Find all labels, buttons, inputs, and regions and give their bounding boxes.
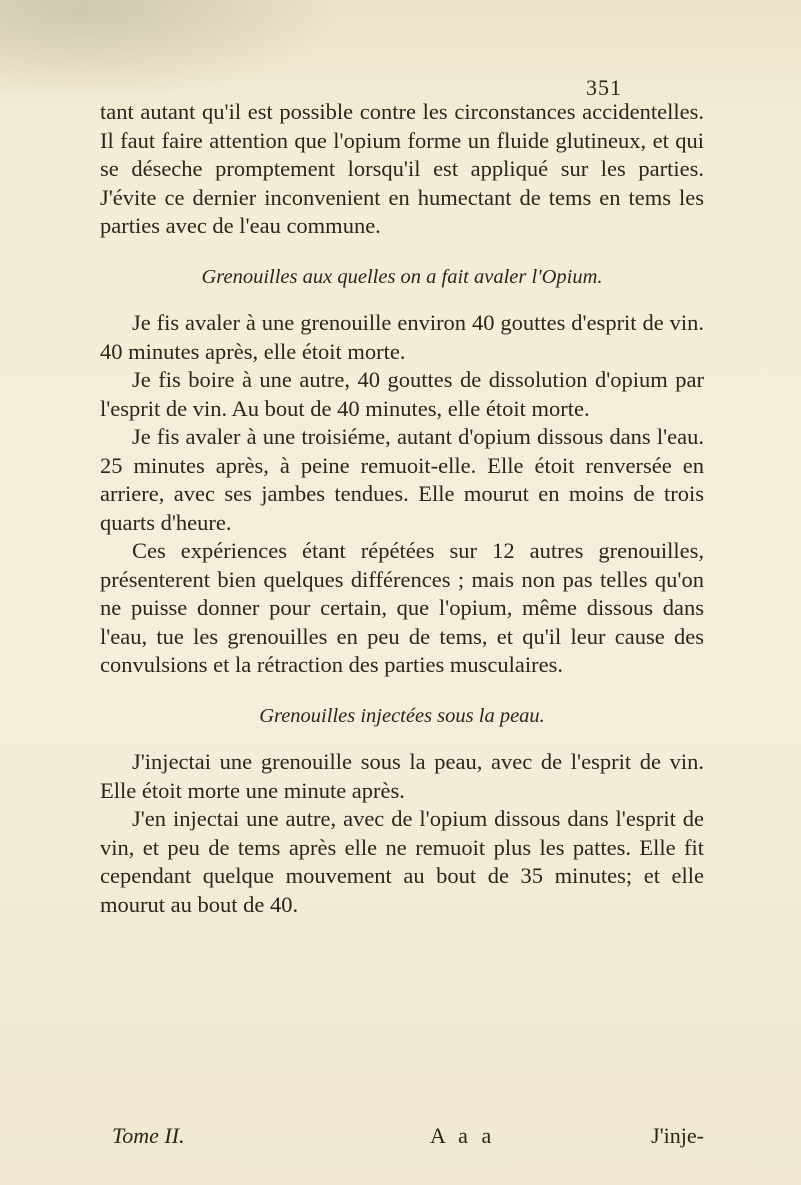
paragraph: Ces expériences étant répétées sur 12 autres grenouilles, présenterent bien quelques différences ; mais non pas telles qu'on ne puisse donner pour certain, que l'opium, même dissous dans l'eau, tue les grenouilles en peu de tems, et qu'il leur cause des convulsions et la rétraction des parties musculaires. [100, 538, 704, 677]
paragraph: J'en injectai une autre, avec de l'opium dissous dans l'esprit de vin, et peu de tems après elle ne remuoit plus les pattes. Elle fit cependant quelque mouvement au bout de 35 minutes; et elle mourut au bout de 40. [100, 806, 704, 917]
paragraph: Je fis avaler à une troisiéme, autant d'opium dissous dans l'eau. 25 minutes après, à peine remuoit-elle. Elle étoit renversée en arriere, avec ses jambes tendues. Elle mourut en moins de trois quarts d'heure. [100, 424, 704, 535]
body-text [100, 98, 704, 919]
volume-label: Tome II. [112, 1123, 185, 1148]
paragraph: J'injectai une grenouille sous la peau, avec de l'esprit de vin. Elle étoit morte une minute après. [100, 749, 704, 803]
page-footer [100, 1123, 704, 1153]
paper-stain [0, 0, 330, 95]
catchword: J'inje- [651, 1123, 704, 1148]
section-heading: Grenouilles injectées sous la peau. [259, 704, 545, 727]
paragraph: Je fis boire à une autre, 40 gouttes de dissolution d'opium par l'esprit de vin. Au bout de 40 minutes, elle étoit morte. [100, 367, 704, 421]
paragraph: Je fis avaler à une grenouille environ 40 gouttes d'esprit de vin. 40 minutes après, elle étoit morte. [100, 310, 704, 364]
paragraph: tant autant qu'il est possible contre les circonstances accidentelles. Il faut faire attention que l'opium forme un fluide glutineux, et qui se déseche promptement lorsqu'il est appliqué sur les parties. J'évite ce dernier inconvenient en humectant de tems en tems les parties avec de l'eau commune. [100, 99, 704, 238]
section-heading: Grenouilles aux quelles on a fait avaler l'Opium. [201, 265, 603, 288]
signature-mark: A a a [430, 1123, 496, 1148]
page-number: 351 [586, 75, 622, 100]
